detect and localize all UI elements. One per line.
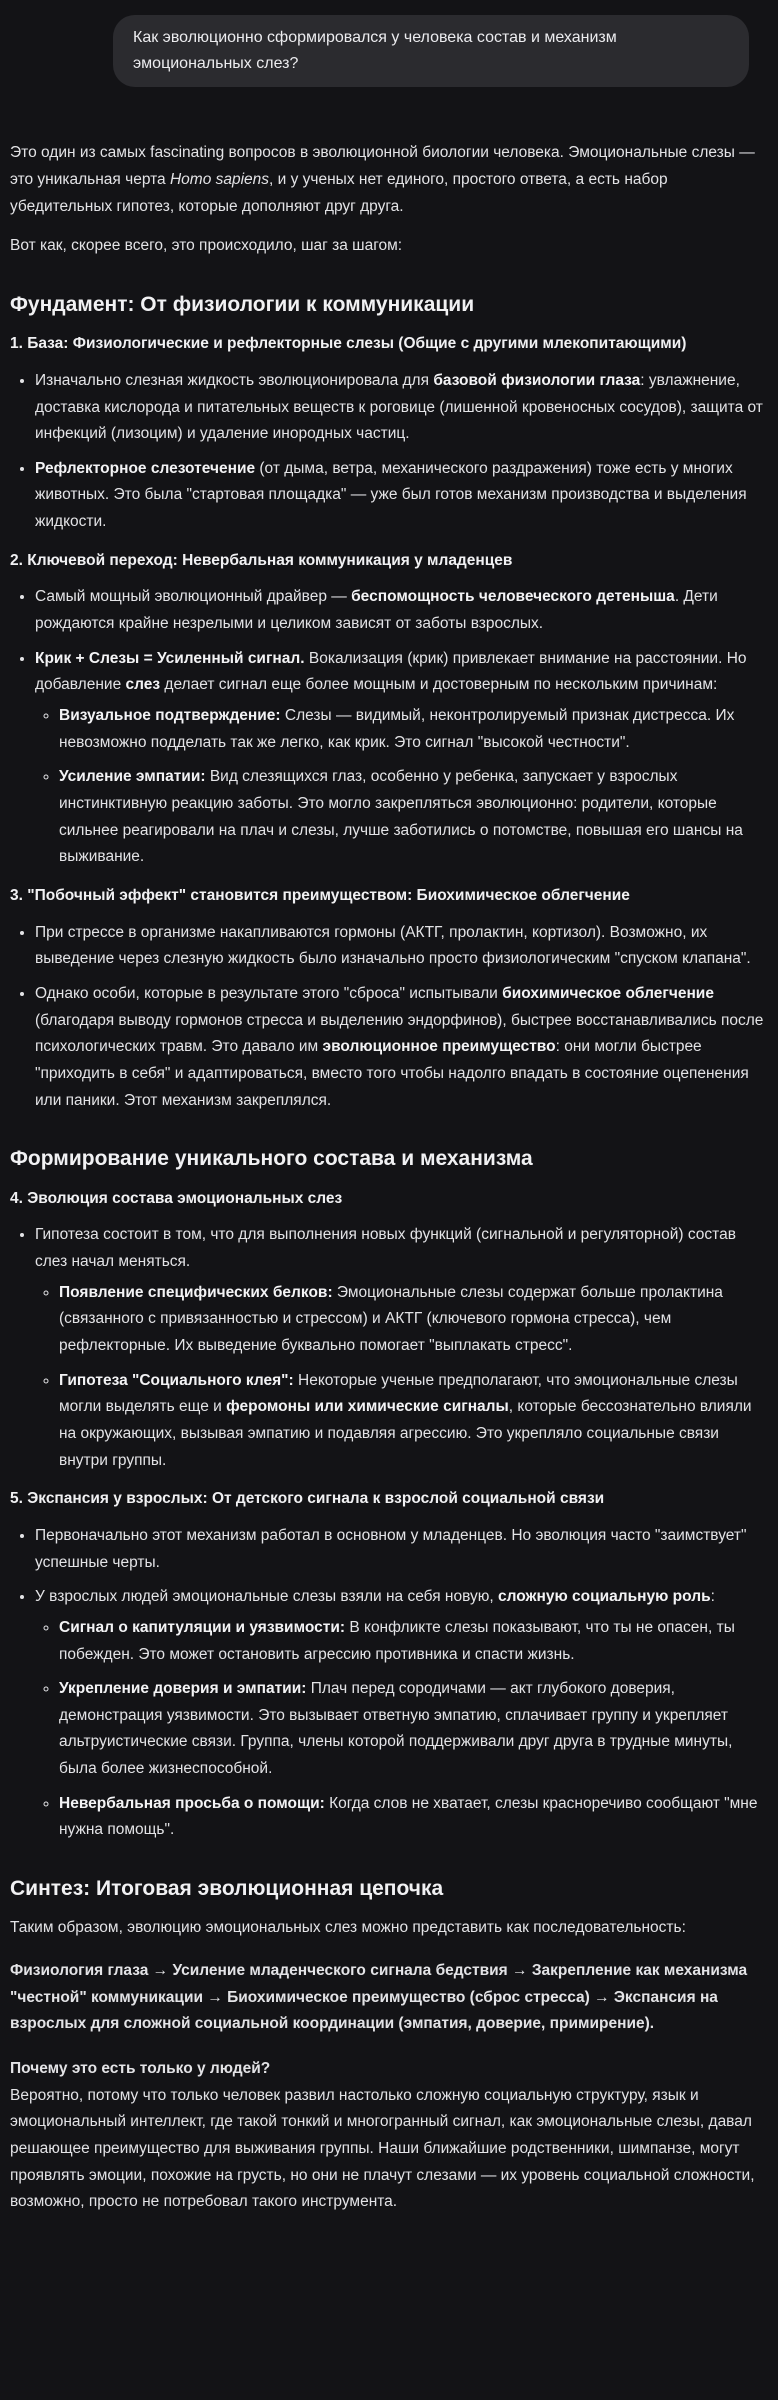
list-item: • Однако особи, которые в результате этого "сброса" испытывали биохимическое облегчение (благодаря выводу гормонов стресса и выделению эндорфинов), быстрее восстанавливались после психологических травм. Это давало им эволюционное преимущество: они могли быстрее "приходить в себя" и адаптироваться, вместо того чтобы надолго впадать в состояние оцепенения или паники. Этот механизм закреплялся. [35,981,766,1114]
bullet-list [10,920,766,1115]
step-heading: 4. Эволюция состава эмоциональных слез [10,1189,343,1207]
section-heading: Фундамент: От физиологии к коммуникации [10,292,475,316]
why-heading: Почему это есть только у людей? [10,2060,271,2078]
why-paragraph: Вероятно, потому что только человек развил настолько сложную социальную структуру, язык и эмоциональный интеллект, где такой тонкий и многогранный сигнал, как эмоциональные слезы, давал решающее преимущество для выживания группы. Наши ближайшие родственники, шимпанзе, могут проявлять эмоции, похожие на грусть, но они не плачут слезами — их уровень социальной сложности, возможно, просто не потребовал такого инструмента. [10,2086,755,2211]
sub-bullet-list [35,1280,766,1475]
bullet-list [10,584,766,871]
intro-paragraph-2: Вот как, скорее всего, это происходило, шаг за шагом: [10,237,403,255]
answer-intro [10,140,766,260]
sub-list-item: ◦ Укрепление доверия и эмпатии: Плач перед сородичами — акт глубокого доверия, демонстрация уязвимости. Это вызывает ответную эмпатию, сплачивает группу и укрепляет альтруистические связи. Группа, члены которой поддерживали друг друга в трудные минуты, была более жизнеспособной. [59,1676,766,1783]
step-heading: 1. База: Физиологические и рефлекторные слезы (Общие с другими млекопитающими) [10,335,687,353]
intro-paragraph: Это один из самых fascinating вопросов в эволюционной биологии человека. Эмоциональные слезы — это уникальная черта Homo sapiens, и у ученых нет единого, простого ответа, а есть набор убедительных гипотез, которые дополняют друг друга. [10,144,755,215]
sub-list-item: ◦ Гипотеза "Социального клея": Некоторые ученые предполагают, что эмоциональные слезы могли выделять еще и феромоны или химические сигналы, которые бессознательно влияли на окружающих, вызывая эмпатию и подавляя агрессию. Это укрепляло социальные связи внутри группы. [59,1368,766,1475]
bullet-list [10,368,766,536]
sub-list-item: ◦ Сигнал о капитуляции и уязвимости: В конфликте слезы показывают, что ты не опасен, ты побежден. Это может остановить агрессию противника и спасти жизнь. [59,1615,766,1668]
user-message-bubble: Как эволюционно сформировался у человека состав и механизм эмоциональных слез? [113,15,749,87]
bullet-list [10,1523,766,1844]
chat-page [0,15,778,2216]
list-item: • Первоначально этот механизм работал в основном у младенцев. Но эволюция часто "заимствует" успешные черты. [35,1523,766,1576]
bullet-list [10,1222,766,1474]
list-item: • При стрессе в организме накапливаются гормоны (АКТГ, пролактин, кортизол). Возможно, их выведение через слезную жидкость было изначально просто физиологическим "спуском клапана". [35,920,766,973]
list-item: • У взрослых людей эмоциональные слезы взяли на себя новую, сложную социальную роль: ◦ Сигнал о капитуляции и уязвимости: В конфликте слезы показывают, что ты не опасен, ты побежден. Это может остановить агрессию противника и спасти жизнь. ◦ Укрепление доверия и эмпатии: Плач перед сородичами — акт глубокого доверия, демонстрация уязвимости. Это вызывает ответную эмпатию, сплачивает группу и укрепляет альтруистические связи. Группа, члены которой поддерживали друг друга в трудные минуты, была более жизнеспособной. ◦ Невербальная просьба о помощи: Когда слов не хватает, слезы красноречиво сообщают "мне нужна помощь". [35,1584,766,1844]
list-item: • Рефлекторное слезотечение (от дыма, ветра, механического раздражения) тоже есть у многих животных. Это была "стартовая площадка" — уже был готов механизм производства и выделения жидкости. [35,456,766,536]
list-item: • Самый мощный эволюционный драйвер — беспомощность человеческого детеныша. Дети рождаются крайне незрелыми и целиком зависят от заботы взрослых. [35,584,766,637]
step-heading: 3. "Побочный эффект" становится преимуществом: Биохимическое облегчение [10,887,630,905]
sub-list-item: ◦ Визуальное подтверждение: Слезы — видимый, неконтролируемый признак дистресса. Их невозможно подделать так же легко, как крик. Это сигнал "высокой честности". [59,703,766,756]
evolution-chain: Физиология глаза → Усиление младенческого сигнала бедствия → Закрепление как механизма "честной" коммуникации → Биохимическое преимущество (сброс стресса) → Экспансия на взрослых для сложной социальной координации (эмпатия, доверие, примирение). [10,1962,748,2033]
sub-list-item: ◦ Усиление эмпатии: Вид слезящихся глаз, особенно у ребенка, запускает у взрослых инстинктивную реакцию заботы. Это могло закрепляться эволюционно: родители, которые сильнее реагировали на плач и слезы, лучше заботились о потомстве, повышая его шансы на выживание. [59,764,766,871]
sub-list-item: ◦ Невербальная просьба о помощи: Когда слов не хватает, слезы красноречиво сообщают "мне нужна помощь". [59,1791,766,1844]
sub-list-item: ◦ Появление специфических белков: Эмоциональные слезы содержат больше пролактина (связанного с привязанностью и стрессом) и АКТГ (ключевого гормона стресса), чем рефлекторные. Их выведение буквально помогает "выплакать стресс". [59,1280,766,1360]
list-item: • Гипотеза состоит в том, что для выполнения новых функций (сигнальной и регуляторной) состав слез начал меняться. ◦ Появление специфических белков: Эмоциональные слезы содержат больше пролактина (связанного с привязанностью и стрессом) и АКТГ (ключевого гормона стресса), чем рефлекторные. Их выведение буквально помогает "выплакать стресс". ◦ Гипотеза "Социального клея": Некоторые ученые предполагают, что эмоциональные слезы могли выделять еще и феромоны или химические сигналы, которые бессознательно влияли на окружающих, вызывая эмпатию и подавляя агрессию. Это укрепляло социальные связи внутри группы. [35,1222,766,1474]
list-item: • Крик + Слезы = Усиленный сигнал. Вокализация (крик) привлекает внимание на расстоянии. Но добавление слез делает сигнал еще более мощным и достоверным по нескольким причинам: ◦ Визуальное подтверждение: Слезы — видимый, неконтролируемый признак дистресса. Их невозможно подделать так же легко, как крик. Это сигнал "высокой честности". ◦ Усиление эмпатии: Вид слезящихся глаз, особенно у ребенка, запускает у взрослых инстинктивную реакцию заботы. Это могло закрепляться эволюционно: родители, которые сильнее реагировали на плач и слезы, лучше заботились о потомстве, повышая его шансы на выживание. [35,646,766,871]
step-heading: 2. Ключевой переход: Невербальная коммуникация у младенцев [10,551,513,569]
step-heading: 5. Экспансия у взрослых: От детского сигнала к взрослой социальной связи [10,1490,605,1508]
section-heading: Формирование уникального состава и механизма [10,1147,533,1171]
assistant-answer [10,140,766,2216]
section-heading: Синтез: Итоговая эволюционная цепочка [10,1877,444,1901]
synthesis-paragraph: Таким образом, эволюцию эмоциональных слез можно представить как последовательность: [10,1919,686,1937]
sub-bullet-list [35,1615,766,1844]
sub-bullet-list [35,703,766,871]
list-item: • Изначально слезная жидкость эволюционировала для базовой физиологии глаза: увлажнение, доставка кислорода и питательных веществ к роговице (лишенной кровеносных сосудов), защита от инфекций (лизоцим) и удаление инородных частиц. [35,368,766,448]
